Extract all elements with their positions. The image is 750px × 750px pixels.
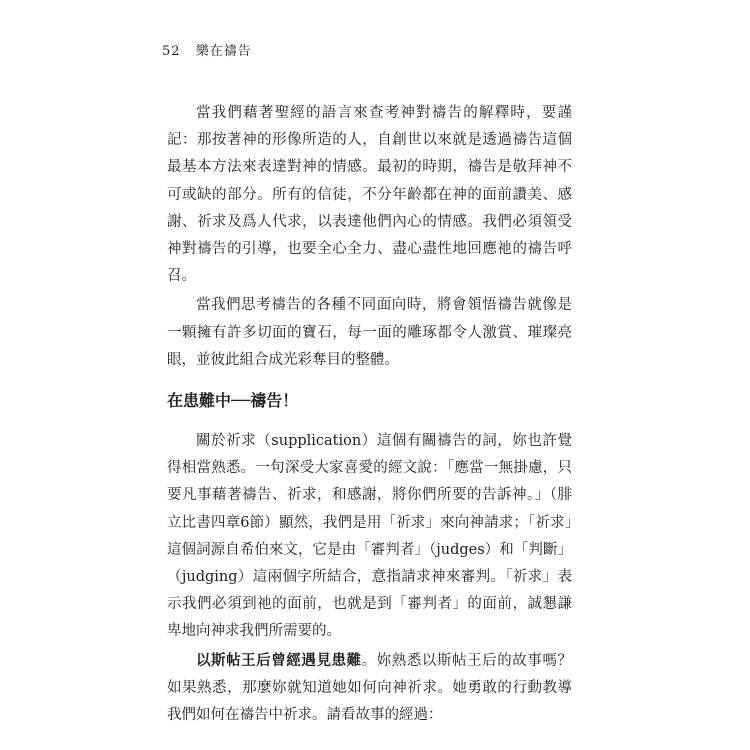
paragraph-4-lead: 以斯帖王后曾經遇見患難 xyxy=(196,652,362,669)
section-heading: 在患難中──禱告！ xyxy=(167,391,299,411)
page-body xyxy=(167,100,572,729)
paragraph-4 xyxy=(167,648,572,730)
page-number: 52 xyxy=(162,44,181,59)
paragraph-1: 當我們藉著聖經的語言來查考神對禱告的解釋時，要謹記：那按著神的形像所造的人，自創世以來就是透過禱告這個最基本方法來表達對神的情感。最初的時期，禱告是敬拜神不可或缺的部分。所有的信徒，不分年齡都在神的面前讚美、感謝、祈求及爲人代求，以表達他們內心的情感。我們必須領受神對禱告的引導，也要全心全力、盡心盡性地回應祂的禱告呼召。 xyxy=(167,105,572,285)
book-title: 樂在禱告 xyxy=(195,44,252,59)
running-header xyxy=(162,40,252,59)
paragraph-3: 關於祈求（supplication）這個有關禱告的詞，妳也許覺得相當熟悉。一句深受大家喜愛的經文說：「應當一無掛慮，只要凡事藉著禱告、祈求，和感謝，將你們所要的告訴神。」（腓立比書四章6節）顯然，我們是用「祈求」來向神請求；「祈求」這個詞源自希伯來文，它是由「審判者」（judges）和「判斷」（judging）這兩個字所結合，意指請求神來審判。「祈求」表示我們必須到祂的面前，也就是到「審判者」的面前，誠懇謙卑地向神求我們所需要的。 xyxy=(167,433,572,640)
paragraph-4-text: 。妳熟悉以斯帖王后的故事嗎？如果熟悉，那麼妳就知道她如何向神祈求。她勇敢的行動教導我們如何在禱告中祈求。請看故事的經過： xyxy=(167,652,572,724)
paragraph-2: 當我們思考禱告的各種不同面向時，將會領悟禱告就像是一顆擁有許多切面的寶石，每一面的雕琢都令人激賞、璀璨亮眼，並彼此組合成光彩奪目的整體。 xyxy=(167,297,572,368)
